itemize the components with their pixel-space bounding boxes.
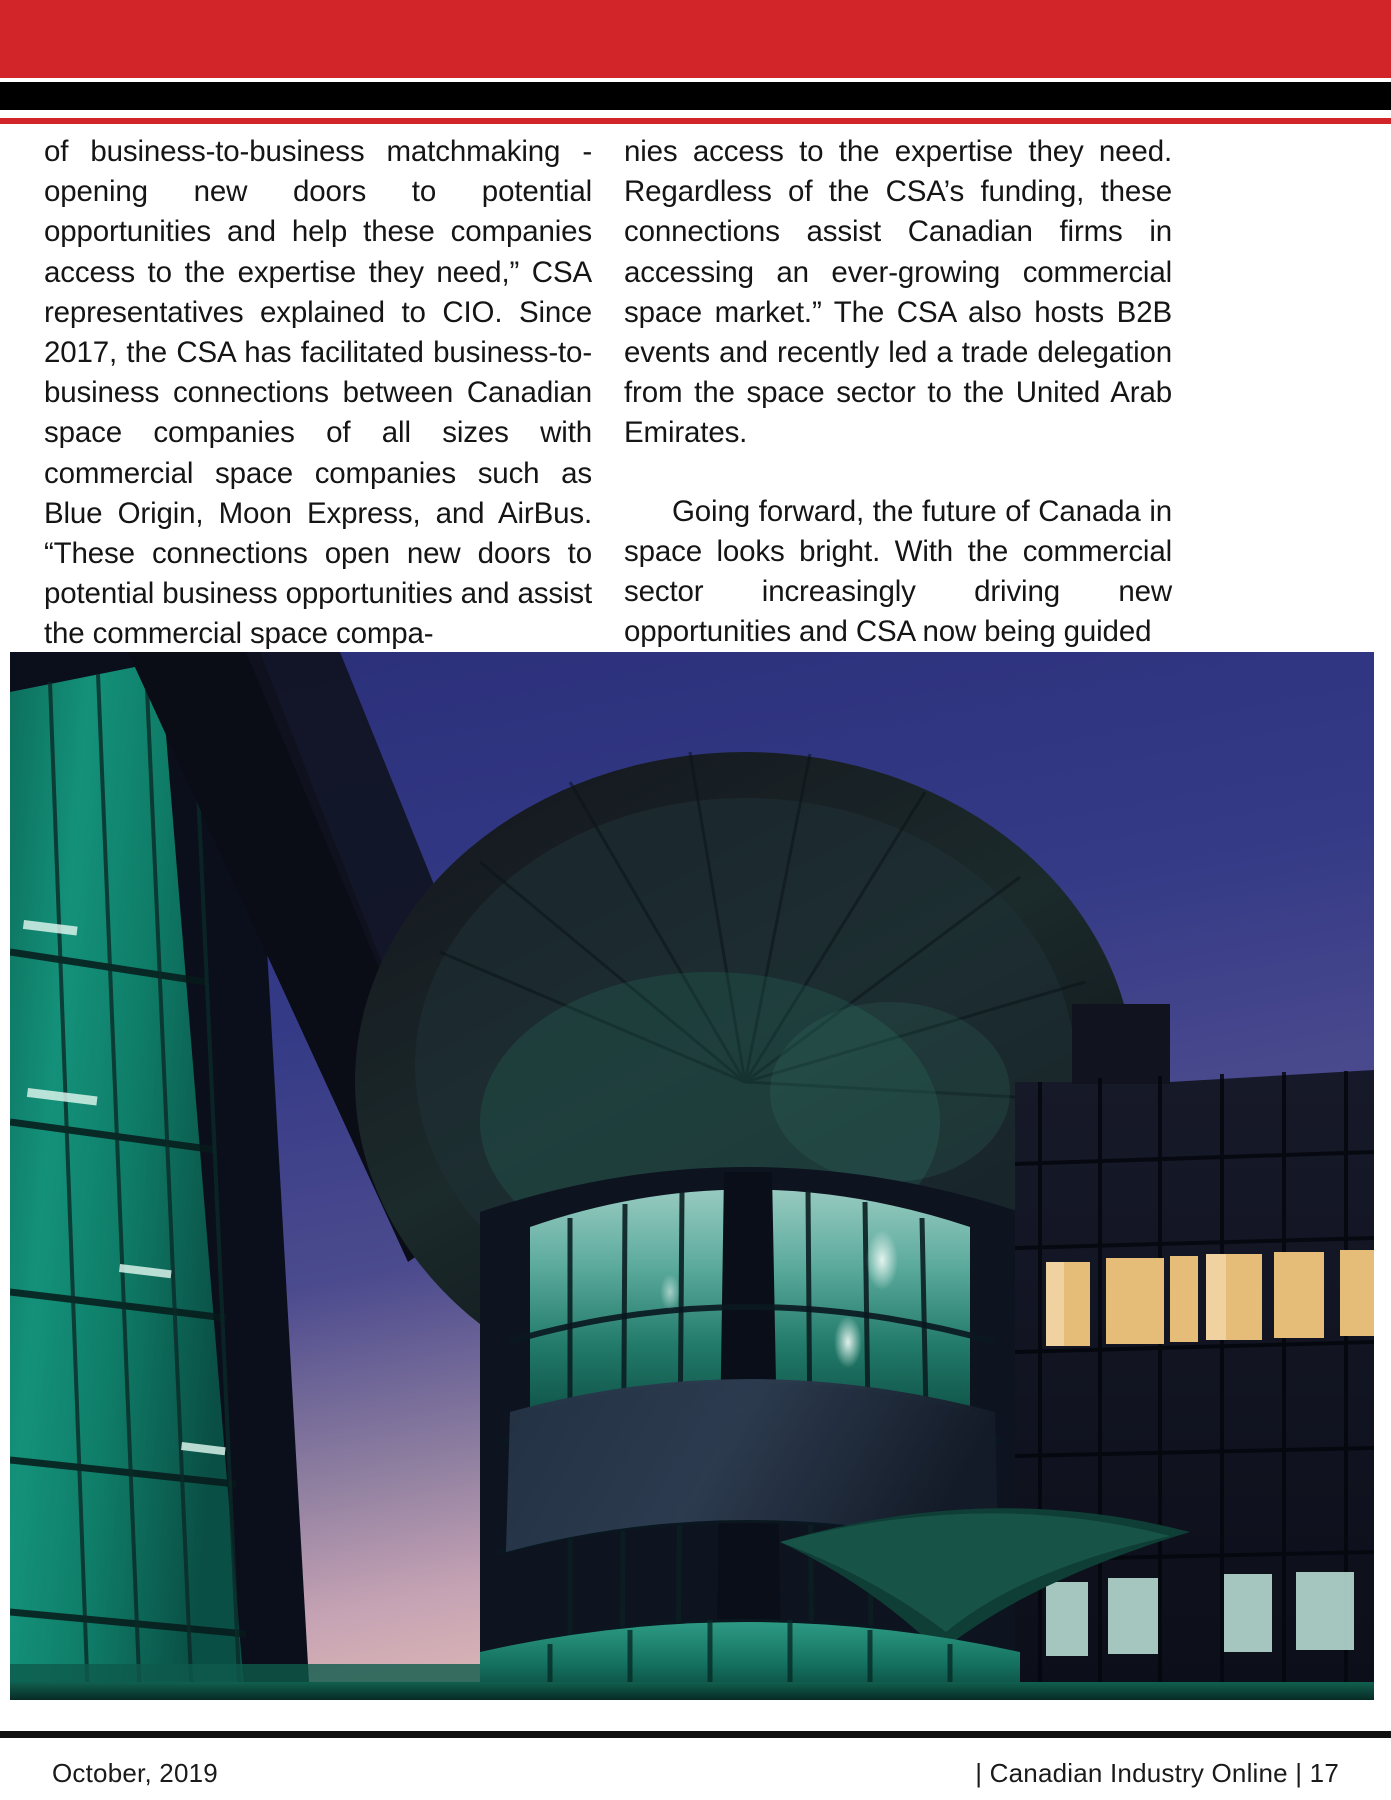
footer-publication-name: | Canadian Industry Online | — [975, 1757, 1303, 1788]
article-photograph — [10, 652, 1374, 1700]
masthead-red-rule — [0, 118, 1391, 124]
page-footer — [0, 1746, 1391, 1800]
text-column-left — [44, 132, 592, 651]
masthead-red-band — [0, 0, 1391, 78]
left-column-paragraph: of business-to-business matchmaking - opening new doors to potential opportunities and help these companies access to the expertise they need,” CSA representatives explained to CIO. Since 2017, the CSA has facilitated business-to-business connections between Canadian space companies of all sizes with commercial space companies such as Blue Origin, Moon Express, and AirBus. “These connections open new doors to potential business opportunities and assist the commercial space compa- — [44, 135, 592, 651]
article-body — [0, 132, 1391, 651]
text-column-right — [624, 132, 1172, 649]
footer-rule — [0, 1731, 1391, 1738]
footer-publication-block — [975, 1758, 1339, 1789]
masthead-black-band — [0, 82, 1391, 110]
building-illustration — [10, 652, 1374, 1700]
footer-issue-date: October, 2019 — [52, 1757, 218, 1788]
footer-page-number: 17 — [1309, 1757, 1339, 1788]
right-column-paragraph-2: Going forward, the future of Canada in space looks bright. With the commercial sector increasingly driving new opportunities and CSA now being guided — [624, 494, 1172, 649]
right-column-paragraph-1: nies access to the expertise they need. Regardless of the CSA’s funding, these connections assist Canadian firms in accessing an ever-growing commercial space market.” The CSA also hosts B2B events and recently led a trade delegation from the space sector to the United Arab Emirates. — [624, 135, 1172, 450]
